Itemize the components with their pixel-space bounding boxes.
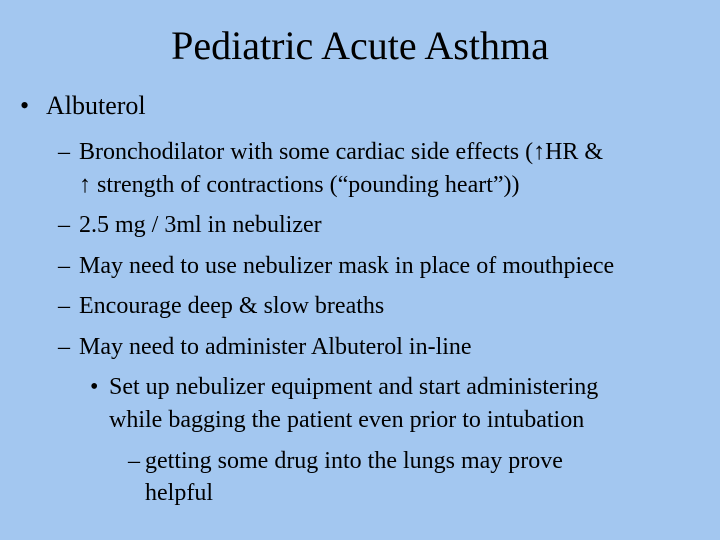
bullet-marker: • — [20, 91, 30, 120]
dash-marker: – — [58, 212, 70, 238]
dash-marker: – — [58, 253, 70, 279]
point-text: 2.5 mg / 3ml in nebulizer — [79, 212, 322, 238]
bullet-albuterol — [20, 90, 146, 122]
point-text: Bronchodilator with some cardiac side effects (↑HR & — [79, 139, 604, 165]
point-text: Encourage deep & slow breaths — [79, 293, 385, 319]
detail-text: Set up nebulizer equipment and start administering — [109, 374, 599, 400]
dash-marker: – — [58, 334, 70, 360]
note-text-continuation: helpful — [145, 480, 213, 506]
point-text: May need to administer Albuterol in-line — [79, 334, 472, 360]
bullet-marker: • — [90, 374, 99, 400]
point-text-continuation: ↑ strength of contractions (“pounding heart”)) — [79, 172, 520, 198]
dash-marker: – — [128, 448, 140, 474]
detail-text-continuation: while bagging the patient even prior to intubation — [109, 407, 585, 433]
dash-marker: – — [58, 293, 70, 319]
slide-title: Pediatric Acute Asthma — [171, 23, 549, 68]
note-text: getting some drug into the lungs may prove — [145, 448, 563, 474]
point-text: May need to use nebulizer mask in place of mouthpiece — [79, 253, 615, 279]
dash-marker: – — [58, 139, 70, 165]
bullet-heading: Albuterol — [46, 91, 146, 120]
